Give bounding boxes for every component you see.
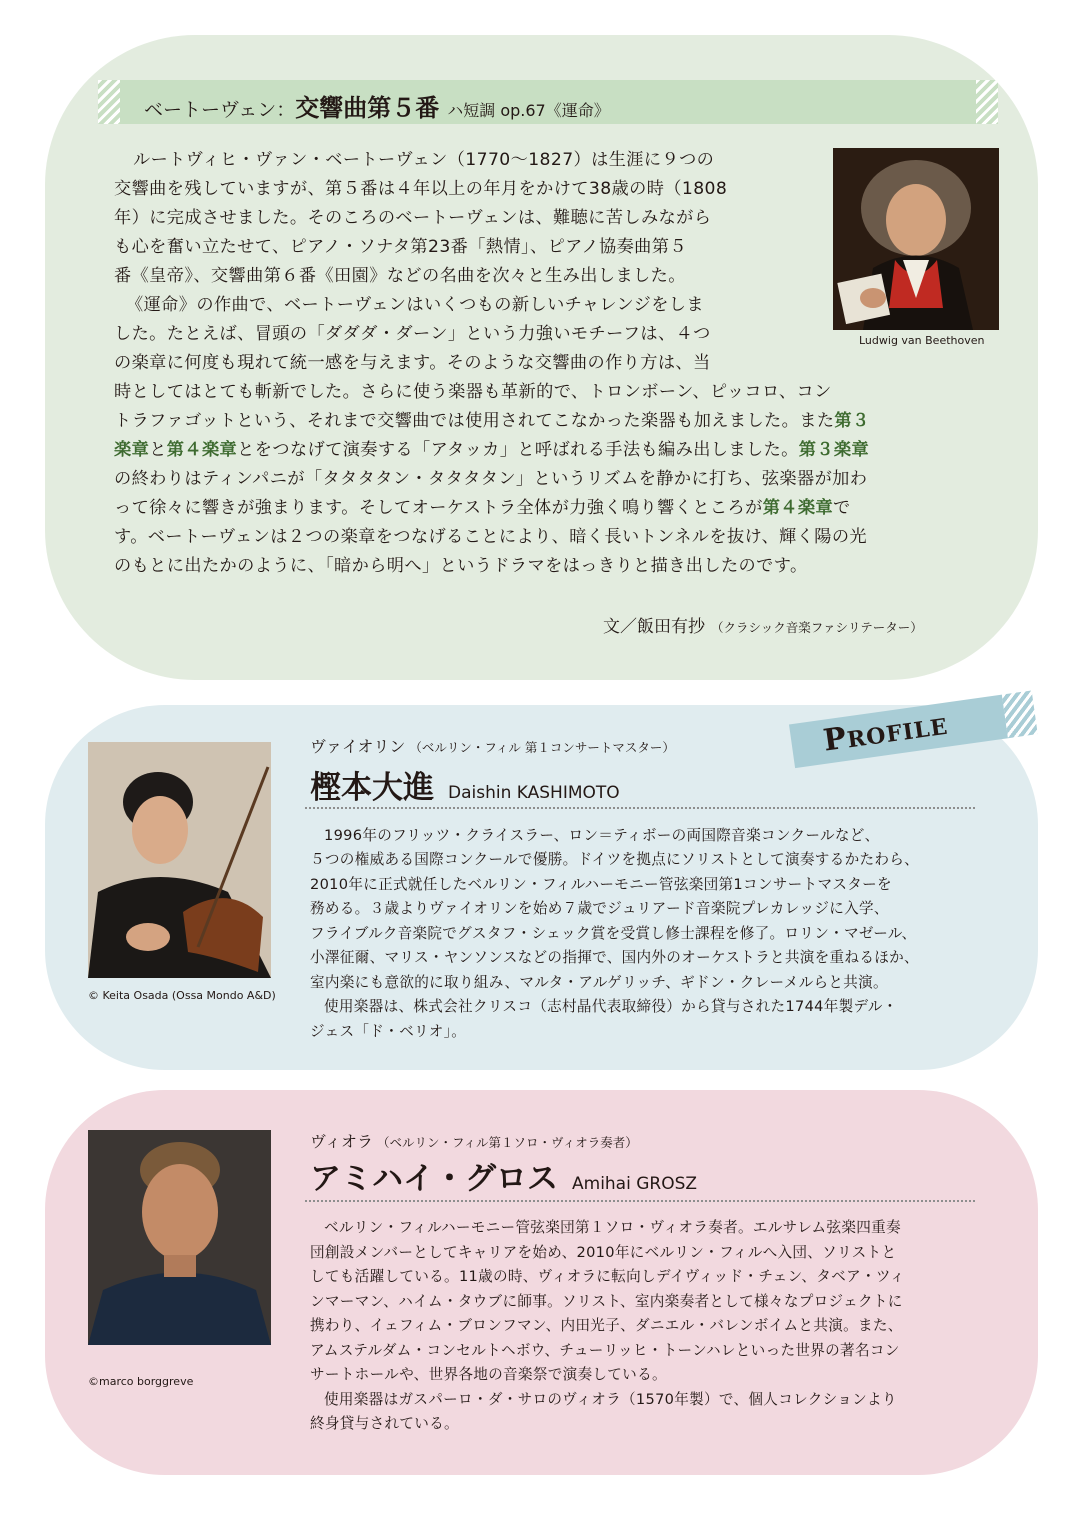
body-line (114, 494, 851, 523)
role-instrument: ヴィオラ (310, 1132, 374, 1151)
body-line: す。ベートーヴェンは２つの楽章をつなげることにより、暗く長いトンネルを抜け、輝く陽の光 (114, 527, 867, 547)
stripe-decoration (976, 80, 998, 124)
beethoven-caption: Ludwig van Beethoven (859, 334, 985, 347)
work-title-bar (98, 80, 998, 124)
role-note: （ベルリン・フィル 第１コンサートマスター） (409, 740, 675, 755)
name-en: Amihai GROSZ (572, 1174, 698, 1194)
body-line (114, 436, 869, 465)
bio-line: 携わり、イェフィム・ブロンフマン、内田光子、ダニエル・バレンボイムと共演。また、 (310, 1317, 903, 1334)
bio-line: 務める。３歳よりヴァイオリンを始め７歳でジュリアード音楽院プレカレッジに入学、 (310, 900, 889, 917)
body-line-text: トラファゴットという、それまで交響曲では使用されてこなかった楽器も加えました。また (114, 411, 835, 431)
kashimoto-photo-illustration (88, 742, 271, 978)
bio-line: ベルリン・フィルハーモニー管弦楽団第１ソロ・ヴィオラ奏者。エルサレム弦楽四重奏 (324, 1219, 901, 1236)
highlight-movement: 第４楽章 (166, 440, 238, 460)
kashimoto-photo-credit: © Keita Osada (Ossa Mondo A&D) (88, 989, 276, 1002)
body-line-text: で (833, 498, 851, 518)
work-title (144, 88, 610, 123)
body-line: 《運命》の作曲で、ベートーヴェンはいくつもの新しいチャレンジをしま (126, 295, 704, 315)
body-line: の楽章に何度も現れて統一感を与えます。そのような交響曲の作り方は、当 (114, 353, 711, 373)
body-line-text: とをつなげて演奏する「アタッカ」と呼ばれる手法も編み出しました。 (237, 440, 799, 460)
bio-line: 室内楽にも意欲的に取り組み、マルタ・アルゲリッチ、ギドン・クレーメルらと共演。 (310, 974, 888, 991)
bio-line: 使用楽器はガスパーロ・ダ・サロのヴィオラ（1570年製）で、個人コレクションより (324, 1391, 897, 1408)
grosz-photo (88, 1130, 271, 1345)
bio-line: アムステルダム・コンセルトヘボウ、チューリッヒ・トーンハレといった世界の著名コン (310, 1342, 900, 1359)
badge-cap: P (821, 720, 850, 759)
body-line-text: って徐々に響きが強まります。そしてオーケストラ全体が力強く鳴り響くところが (114, 498, 763, 518)
bio-line: ５つの権威ある国際コンクールで優勝。ドイツを拠点にソリストとして演奏するかたわら、 (310, 851, 920, 868)
stripe-decoration (1002, 690, 1038, 738)
body-line (114, 407, 870, 436)
body-line: 交響曲を残していますが、第５番は４年以上の年月をかけて38歳の時（1808 (114, 179, 728, 199)
bio-line: 2010年に正式就任したベルリン・フィルハーモニー管弦楽団第1コンサートマスターを (310, 876, 892, 893)
role-note: （ベルリン・フィル第１ソロ・ヴィオラ奏者） (377, 1135, 638, 1150)
body-line: 時としてはとても斬新でした。さらに使う楽器も革新的で、トロンボーン、ピッコロ、コン (114, 382, 832, 402)
grosz-name (310, 1153, 697, 1198)
badge-rest: ROFILE (845, 713, 950, 754)
name-ja: アミハイ・グロス (310, 1161, 558, 1197)
stripe-decoration (98, 80, 120, 124)
highlight-movement: 第３ (834, 411, 870, 431)
dotted-divider (305, 1200, 975, 1202)
body-line: も心を奮い立たせて、ピアノ・ソナタ第23番「熱情」、ピアノ協奏曲第５ (114, 237, 687, 257)
body-line-text: と (149, 440, 167, 460)
bio-line: フライブルク音楽院でグスタフ・シェック賞を受賞し修士課程を修了。ロリン・マゼール、 (310, 925, 917, 942)
body-line: した。たとえば、冒頭の「ダダダ・ダーン」という力強いモチーフは、４つ (114, 324, 711, 344)
dotted-divider (305, 807, 975, 809)
credit-main: 文／飯田有抄 (603, 617, 705, 637)
body-line: 年）に完成させました。そのころのベートーヴェンは、難聴に苦しみながら (114, 208, 712, 228)
credit-note: （クラシック音楽ファシリテーター） (711, 620, 923, 635)
beethoven-portrait (833, 148, 999, 330)
body-line: 番《皇帝》、交響曲第６番《田園》などの名曲を次々と生み出しました。 (114, 266, 686, 286)
name-ja: 樫本大進 (310, 770, 434, 806)
bio-line: 1996年のフリッツ・クライスラー、ロン＝ティボーの両国際音楽コンクールなど、 (324, 827, 880, 844)
title-composer: ベートーヴェン： (144, 99, 296, 121)
bio-line: ジェス「ド・ベリオ」。 (310, 1023, 467, 1040)
role-instrument: ヴァイオリン (310, 737, 406, 756)
beethoven-portrait-illustration (833, 148, 999, 330)
bio-line: 使用楽器は、株式会社クリスコ（志村晶代表取締役）から貸与された1744年製デル・ (324, 998, 898, 1015)
grosz-role (310, 1129, 638, 1152)
bio-line: 小澤征爾、マリス・ヤンソンスなどの指揮で、国内外のオーケストラと共演を重ねるほか、 (310, 949, 919, 966)
bio-line: しても活躍している。11歳の時、ヴィオラに転向しデイヴィッド・チェン、タベア・ツィ (310, 1268, 905, 1285)
grosz-photo-illustration (88, 1130, 271, 1345)
grosz-photo-credit: ©marco borggreve (88, 1375, 194, 1388)
bio-line: 終身貸与されている。 (310, 1415, 459, 1432)
bio-line: サートホールや、世界各地の音楽祭で演奏している。 (310, 1366, 667, 1383)
author-credit (603, 612, 923, 637)
highlight-movement: 楽章 (114, 440, 150, 460)
bio-line: ンマーマン、ハイム・タウブに師事。ソリスト、室内楽奏者として様々なプロジェクトに (310, 1293, 903, 1310)
highlight-movement: 第３楽章 (798, 440, 870, 460)
title-work: 交響曲第５番 (295, 94, 440, 122)
kashimoto-role (310, 734, 675, 757)
bio-line: 団創設メンバーとしてキャリアを始め、2010年にベルリン・フィルへ入団、ソリストと (310, 1244, 897, 1261)
kashimoto-name (310, 762, 620, 807)
kashimoto-photo (88, 742, 271, 978)
body-line: の終わりはティンパニが「タタタタン・タタタタン」というリズムを静かに打ち、弦楽器が加わ (114, 469, 868, 489)
highlight-movement: 第４楽章 (762, 498, 834, 518)
body-line: のもとに出たかのように、「暗から明へ」というドラマをはっきりと描き出したのです。 (114, 556, 808, 576)
body-line: ルートヴィヒ・ヴァン・ベートーヴェン（1770〜1827）は生涯に９つの (133, 150, 715, 170)
name-en: Daishin KASHIMOTO (448, 783, 620, 803)
title-key: ハ短調 op.67《運命》 (447, 101, 610, 120)
